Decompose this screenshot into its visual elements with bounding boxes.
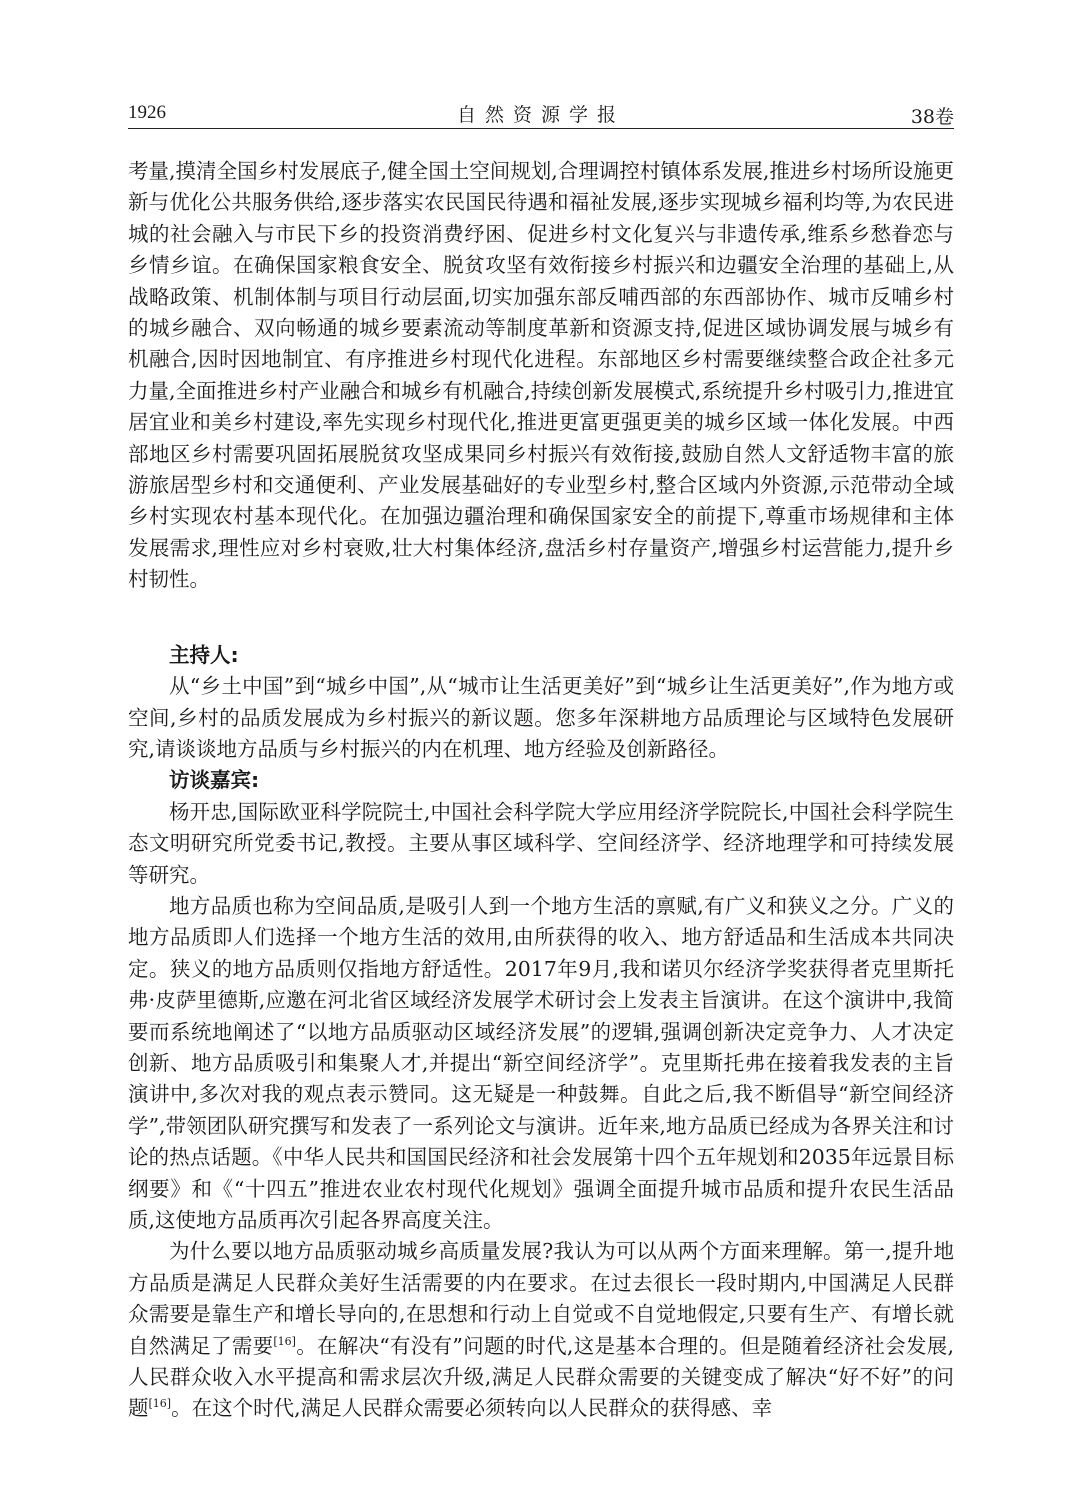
section-spacer [128,596,954,640]
guest-bio: 杨开忠,国际欧亚科学院院士,中国社会科学院大学应用经济学院院长,中国社会科学院生态文明研究所党委书记,教授。主要从事区域科学、空间经济学、经济地理学和可持续发展等研究。 [128,799,954,887]
paragraph-text-part: 。在解决“有没有”问题的时代,这是基本合理的。但是随着经济社会发展,人民群众收入水平提高和需求层次升级,满足人民群众需要的关键变成了解决“好不好”的问题 [128,1333,955,1421]
journal-title: 自然资源学报 [456,104,625,126]
guest-label: 访谈嘉宾: [169,768,260,793]
paragraph-text-part: 为什么要以地方品质驱动城乡高质量发展?我认为可以从两个方面来理解。第一,提升地方品质是满足人民群众美好生活需要的内在要求。在过去很长一段时期内,中国满足人民群众需要是靠生产和增长导向的,在思想和行动上自觉或不自觉地假定,只要有生产、有增长就自然满足了需要 [128,1239,954,1358]
citation-ref[interactable]: [16] [273,1334,296,1348]
paragraph-why-place-quality [128,1236,954,1424]
citation-ref[interactable]: [16] [148,1397,172,1411]
host-label: 主持人: [169,642,239,667]
paragraph-place-quality: 地方品质也称为空间品质,是吸引人到一个地方生活的禀赋,有广义和狭义之分。广义的地方品质即人们选择一个地方生活的效用,由所获得的收入、地方舒适品和生活成本共同决定。狭义的地方品质则仅指地方舒适性。2017年9月,我和诺贝尔经济学奖获得者克里斯托弗·皮萨里德斯,应邀在河北省区域经济发展学术研讨会上发表主旨演讲。在这个演讲中,我简要而系统地阐述了“以地方品质驱动区域经济发展”的逻辑,强调创新决定竞争力、人才决定创新、地方品质吸引和集聚人才,并提出“新空间经济学”。克里斯托弗在接着我发表的主旨演讲中,多次对我的观点表示赞同。这无疑是一种鼓舞。自此之后,我不断倡导“新空间经济学”,带领团队研究撰写和发表了一系列论文与演讲。近年来,地方品质已经成为各界关注和讨论的热点话题。《中华人民共和国国民经济和社会发展第十四个五年规划和2035年远景目标纲要》和《“十四五”推进农业农村现代化规划》强调全面提升城市品质和提升农民生活品质,这使地方品质再次引起各界高度关注。 [128,893,954,1232]
page-number: 1926 [128,102,166,123]
volume-label: 38卷 [910,106,954,128]
running-header [128,98,954,129]
article-body [128,156,954,1425]
host-question: 从“乡土中国”到“城乡中国”,从“城市让生活更美好”到“城乡让生活更美好”,作为地方或空间,乡村的品质发展成为乡村振兴的新议题。您多年深耕地方品质理论与区域特色发展研究,请谈谈地方品质与乡村振兴的内在机理、地方经验及创新路径。 [128,674,954,761]
paragraph-continued: 考量,摸清全国乡村发展底子,健全国土空间规划,合理调控村镇体系发展,推进乡村场所设施更新与优化公共服务供给,逐步落实农民国民待遇和福祉发展,逐步实现城乡福利均等,为农民进城的社会融入与市民下乡的投资消费纾困、促进乡村文化复兴与非遗传承,维系乡愁眷恋与乡情乡谊。在确保国家粮食安全、脱贫攻坚有效衔接乡村振兴和边疆安全治理的基础上,从战略政策、机制体制与项目行动层面,切实加强东部反哺西部的东西部协作、城市反哺乡村的城乡融合、双向畅通的城乡要素流动等制度革新和资源支持,促进区域协调发展与城乡有机融合,因时因地制宜、有序推进乡村现代化进程。东部地区乡村需要继续整合政企社多元力量,全面推进乡村产业融合和城乡有机融合,持续创新发展模式,系统提升乡村吸引力,推进宜居宜业和美乡村建设,率先实现乡村现代化,推进更富更强更美的城乡区域一体化发展。中西部地区乡村需要巩固拓展脱贫攻坚成果同乡村振兴有效衔接,鼓励自然人文舒适物丰富的旅游旅居型乡村和交通便利、产业发展基础好的专业型乡村,整合区域内外资源,示范带动全域乡村实现农村基本现代化。在加强边疆治理和确保国家安全的前提下,尊重市场规律和主体发展需求,理性应对乡村衰败,壮大村集体经济,盘活乡村存量资产,增强乡村运营能力,提升乡村韧性。 [128,159,954,592]
paragraph-text-part: 。在这个时代,满足人民群众需要必须转向以人民群众的获得感、幸 [171,1396,773,1421]
